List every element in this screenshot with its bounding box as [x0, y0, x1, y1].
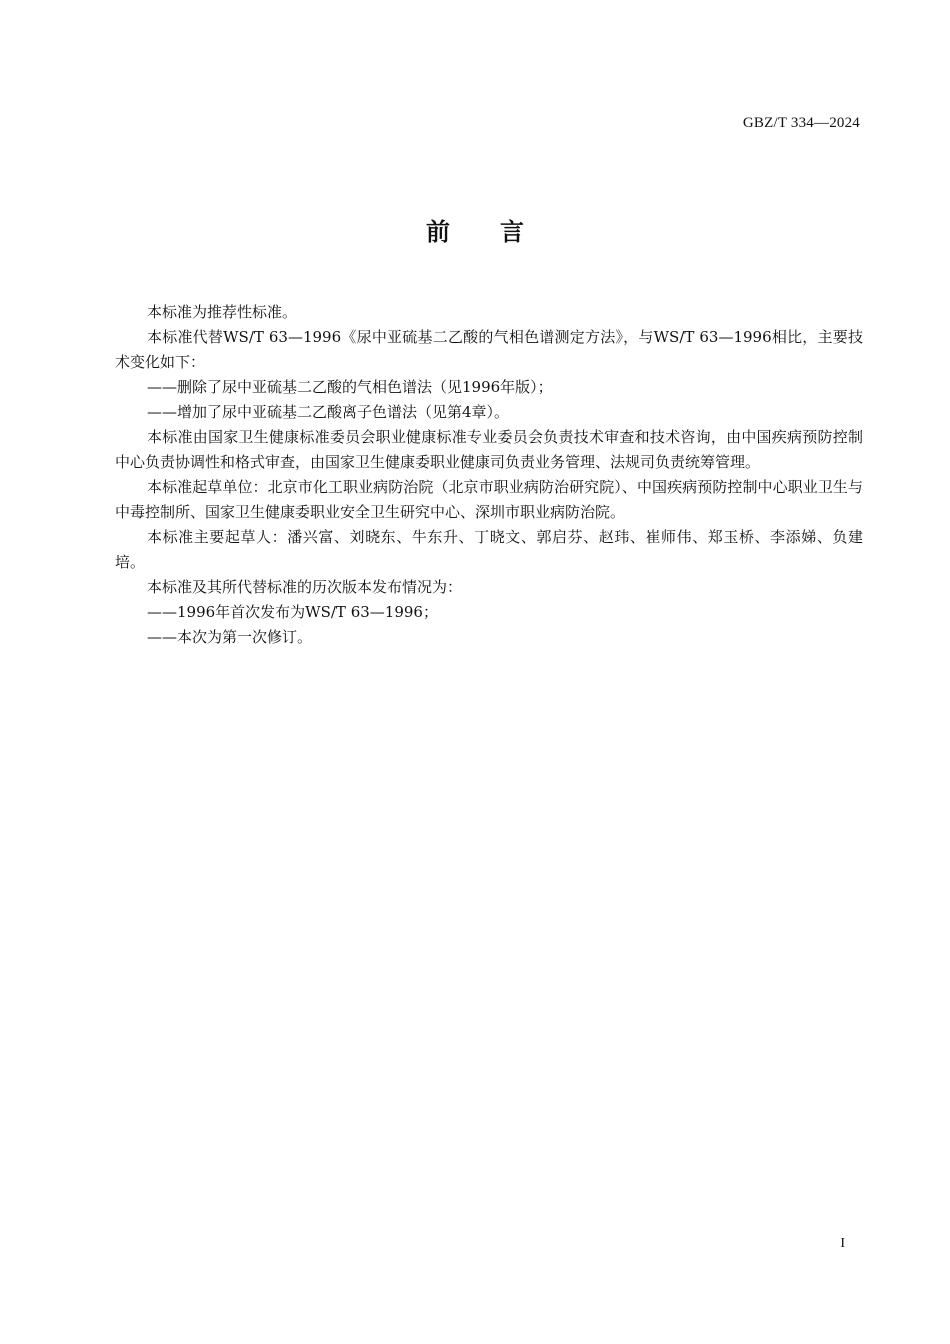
- list-item-history-first: ——1996年首次发布为WS/T 63—1996；: [147, 603, 438, 621]
- paragraph-history-intro: 本标准及其所代替标准的历次版本发布情况为：: [147, 578, 463, 596]
- page-number: I: [840, 1236, 845, 1251]
- list-item-change-deleted: ——删除了尿中亚硫基二乙酸的气相色谱法（见1996年版）；: [147, 378, 553, 396]
- paragraph-recommended: 本标准为推荐性标准。: [147, 303, 298, 321]
- page-title: 前言: [426, 218, 574, 246]
- list-item-history-revision: ——本次为第一次修订。: [147, 628, 313, 646]
- list-item-change-added: ——增加了尿中亚硫基二乙酸离子色谱法（见第4章）。: [147, 403, 510, 421]
- paragraph-replaces: 本标准代替WS/T 63—1996《尿中亚硫基二乙酸的气相色谱测定方法》，与WS/T 63—1996相比，主要技术变化如下：: [115, 328, 863, 371]
- foreword-body: [115, 300, 863, 650]
- paragraph-review: 本标准由国家卫生健康标准委员会职业健康标准专业委员会负责技术审查和技术咨询，由中国疾病预防控制中心负责协调性和格式审查，由国家卫生健康委职业健康司负责业务管理、法规司负责统筹管理。: [115, 428, 863, 471]
- standard-code: GBZ/T 334—2024: [742, 115, 860, 131]
- paragraph-drafting-units: 本标准起草单位：北京市化工职业病防治院（北京市职业病防治研究院）、中国疾病预防控制中心职业卫生与中毒控制所、国家卫生健康委职业安全卫生研究中心、深圳市职业病防治院。: [115, 478, 863, 521]
- paragraph-drafters: 本标准主要起草人：潘兴富、刘晓东、牛东升、丁晓文、郭启芬、赵玮、崔师伟、郑玉桥、李添娣、负建培。: [115, 528, 863, 571]
